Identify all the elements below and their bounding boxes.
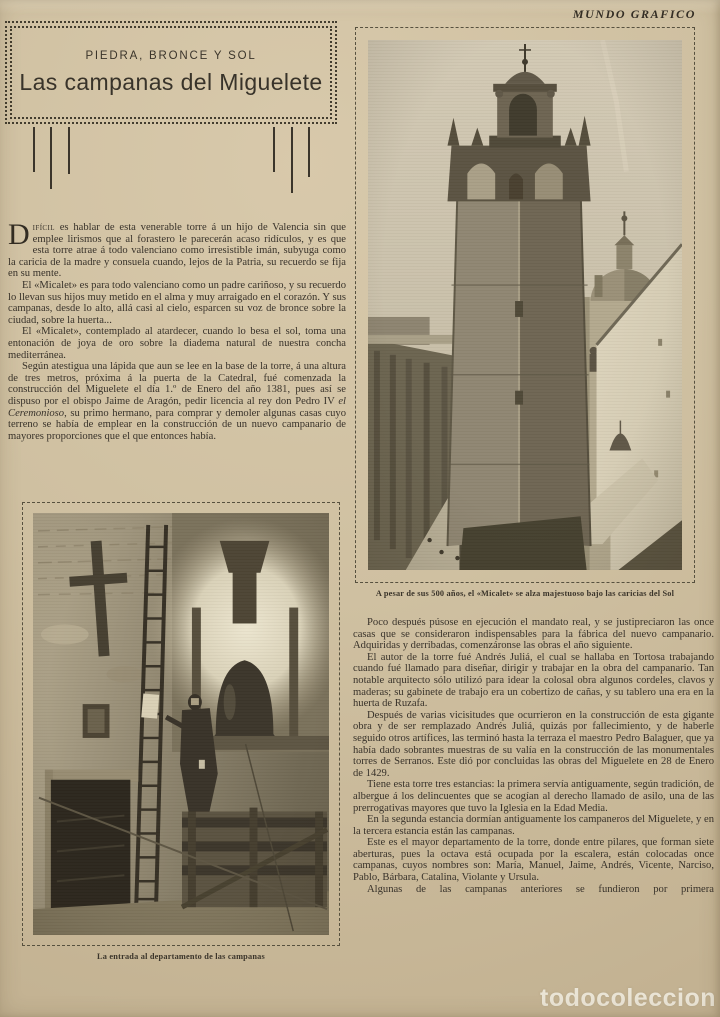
ornament-hang-line bbox=[273, 127, 275, 172]
bells-photo-caption: La entrada al departamento de las campanas bbox=[97, 952, 265, 961]
paragraph: El autor de la torre fué Andrés Juliá, el cual se hallaba en Tortosa trabajando cuando fué llamado para diseñar, dirigir y trabajar en la obra del campanario. Tan notable arquitecto sólo utilizó para idear la colosal obra algunos cordeles, clavos y maderas; su gabinete de trabajo era un cobertizo de cañas, y su tablero una era en la huerta de Ruzafa. bbox=[353, 651, 714, 710]
article-column-right bbox=[353, 617, 714, 895]
lead-smallcaps: ifícil bbox=[32, 222, 55, 233]
bells-photo-frame bbox=[22, 502, 340, 946]
paragraph: Poco después púsose en ejecución el mandato real, y se justipreciaron las once casas que se consideraron indispensables para la fábrica del nuevo campanario. Adquiridas y derribadas, comenzáronse las obras el año siguiente. bbox=[353, 617, 714, 652]
article-title-box bbox=[5, 21, 337, 124]
paragraph: El «Micalet», contemplado al atardecer, cuando lo besa el sol, toma una entonación de joya de oro sobre la diadema natural de nuestra concha mediterránea. bbox=[8, 326, 346, 361]
tower-photo-illustration bbox=[368, 40, 682, 570]
ornament-hang-line bbox=[50, 127, 52, 189]
ornament-hang-line bbox=[308, 127, 310, 177]
paragraph: Después de varias vicisitudes que ocurrieron en la construcción de esta gigante obra y de ser remplazado Andrés Juliá, quizás por fallecimiento, y de haberle seguido otros artífices, las terminó hasta la terraza el maestro Pedro Balaguer, que ya había dado sobrantes muestras de su valía en la construcción de las monumentales torres de Serranos. Este dió por concluidas las obras del Miguelete en 28 de Enero de 1429. bbox=[353, 709, 714, 779]
article-title-box-inner bbox=[10, 26, 332, 119]
tower-photo-caption: A pesar de sus 500 años, el «Micalet» se alza majestuoso bajo las caricias del Sol bbox=[375, 589, 675, 598]
publication-masthead: MUNDO GRAFICO bbox=[572, 7, 696, 21]
paragraph: Difícil es hablar de esta venerable torre á un hijo de Valencia sin que emplee lirismos que al forastero le parecerán acaso ridículos, y es que esta torre atrae á todo valenciano como irresistible imán, subyuga como la caricia de la madre y consuela cuando, lejos de la Patria, su recuerdo se fija en su mente. bbox=[8, 218, 346, 280]
ornament-hang-line bbox=[68, 127, 70, 174]
todocoleccion-watermark: todocoleccion bbox=[540, 984, 716, 1012]
article-headline: Las campanas del Miguelete bbox=[19, 68, 323, 95]
tower-photo bbox=[368, 40, 682, 570]
ornament-hang-line bbox=[291, 127, 293, 193]
article-kicker: PIEDRA, BRONCE Y SOL bbox=[85, 49, 257, 62]
bells-photo-illustration bbox=[33, 513, 329, 935]
paragraph: En la segunda estancia dormían antiguamente los campaneros del Miguelete, y en la tercera estancia están las campanas. bbox=[353, 814, 714, 837]
italic-phrase: el Ceremonioso bbox=[8, 395, 346, 419]
paragraph: El «Micalet» es para todo valenciano como un padre cariñoso, y su recuerdo lo llevan sus hijos muy metido en el alma y muy arraigado en el corazón. Y sus campanas, desde lo alto, allá casi al cielo, esparcen su voz de bronce sobre la ciudad, sobre la huerta... bbox=[8, 279, 346, 326]
paragraph: Tiene esta torre tres estancias: la primera servía antiguamente, según tradición, de albergue á los delincuentes que se acogían al derecho llamado de asilo, una de las prerrogativas mayores que tuvo la Iglesia en la Edad Media. bbox=[353, 779, 714, 814]
ornament-hang-line bbox=[33, 127, 35, 172]
bells-photo bbox=[33, 513, 329, 935]
paragraph: Este es el mayor departamento de la torre, donde entre pilares, que forman siete aberturas, pues la octava está ocupada por la escalera, están colocadas once campanas, cuyos nombres son: María, Manuel, Jaime, Andrés, Vicente, Narciso, Pablo, Bárbara, Catalina, Violante y Ursula. bbox=[353, 837, 714, 884]
paragraph: Algunas de las campanas anteriores se fundieron por primera bbox=[367, 883, 714, 895]
article-column-left bbox=[8, 218, 346, 442]
tower-photo-frame bbox=[355, 27, 695, 583]
paragraph: Según atestigua una lápida que aun se lee en la base de la torre, á una altura de tres metros, próxima á la puerta de la Catedral, fué comenzada la construcción del Miguelete el día 1.º de Enero del año 1381, pues así se dispuso por el obispo Jaime de Aragón, pedir licencia al rey don Pedro IV el Ceremonioso, su primo hermano, para comprar y demoler algunas casas cuyo terreno se había de emplear en la construcción de un nuevo campanario de mayores proporciones que el que entonces había. bbox=[8, 361, 346, 442]
drop-cap: D bbox=[8, 218, 30, 251]
